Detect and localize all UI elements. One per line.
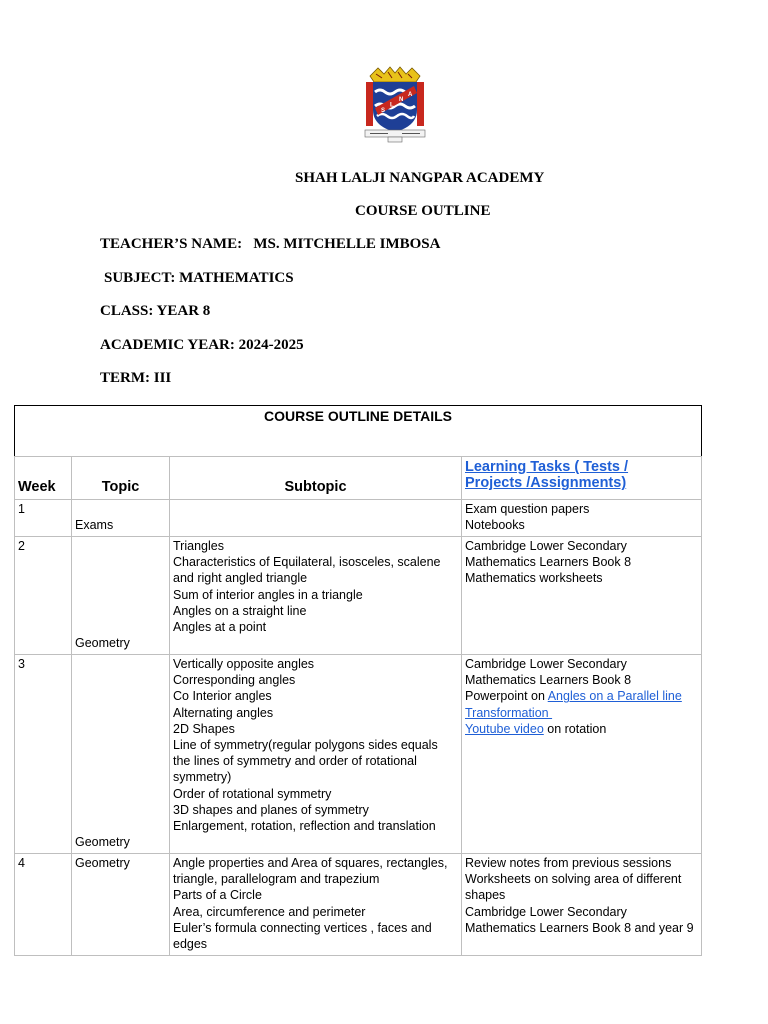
table-title: COURSE OUTLINE DETAILS bbox=[15, 406, 702, 457]
subtopic-item: Triangles bbox=[173, 539, 224, 553]
table-row bbox=[15, 500, 702, 537]
table-row bbox=[15, 854, 702, 956]
subtopic-item: Area, circumference and perimeter bbox=[173, 904, 366, 919]
row-tasks bbox=[462, 655, 702, 854]
row-topic bbox=[72, 854, 170, 956]
row-topic-text: Exams bbox=[75, 517, 114, 532]
subject-line: SUBJECT: MATHEMATICS bbox=[104, 270, 294, 286]
header-learning-tasks[interactable] bbox=[462, 457, 702, 500]
task-item: Mathematics worksheets bbox=[465, 571, 603, 586]
row-topic bbox=[72, 655, 170, 854]
task-item: Notebooks bbox=[465, 518, 525, 533]
youtube-link[interactable]: Youtube video bbox=[465, 721, 544, 736]
powerpoint-link[interactable]: Angles on a Parallel line bbox=[547, 689, 682, 704]
term-line: TERM: III bbox=[100, 370, 172, 386]
row-tasks bbox=[462, 537, 702, 655]
row-week: 3 bbox=[15, 655, 72, 854]
row-tasks bbox=[462, 854, 702, 956]
header-week: Week bbox=[15, 457, 72, 500]
transformation-link[interactable]: Transformation bbox=[465, 705, 553, 720]
subtopic-item: Parts of a Circle bbox=[173, 888, 262, 903]
school-crest-logo bbox=[364, 66, 426, 144]
row-week: 4 bbox=[15, 854, 72, 956]
row-topic-text: Geometry bbox=[75, 834, 130, 849]
subtopic-item: Enlargement, rotation, reflection and translation bbox=[173, 819, 436, 834]
table-title-row bbox=[15, 406, 702, 457]
table-header-row bbox=[15, 457, 702, 500]
academic-year-line: ACADEMIC YEAR: 2024-2025 bbox=[100, 337, 304, 353]
row-subtopic bbox=[170, 537, 462, 655]
row-subtopic bbox=[170, 500, 462, 537]
subtopic-item: Characteristics of Equilateral, isosceles, scalene and right angled triangle bbox=[173, 555, 441, 586]
row-week: 1 bbox=[15, 500, 72, 537]
crest-letter-s: S bbox=[381, 108, 386, 114]
row-tasks bbox=[462, 500, 702, 537]
task-item-youtube bbox=[465, 721, 698, 737]
header-subtopic: Subtopic bbox=[170, 457, 462, 500]
task-item: Review notes from previous sessions bbox=[465, 856, 672, 870]
row-topic-text: Geometry bbox=[75, 635, 130, 650]
school-name: SHAH LALJI NANGPAR ACADEMY bbox=[295, 170, 545, 186]
row-subtopic bbox=[170, 655, 462, 854]
subtopic-item: 2D Shapes bbox=[173, 721, 235, 736]
subtopic-item: Alternating angles bbox=[173, 705, 274, 720]
table-row bbox=[15, 655, 702, 854]
subtopic-item: Sum of interior angles in a triangle bbox=[173, 587, 363, 602]
youtube-suffix: on rotation bbox=[543, 721, 607, 736]
subtopic-item: Order of rotational symmetry bbox=[173, 786, 332, 801]
crest-letter-n: N bbox=[399, 97, 404, 103]
row-topic bbox=[72, 537, 170, 655]
row-subtopic bbox=[170, 854, 462, 956]
crest-letter-l: L bbox=[390, 102, 394, 109]
row-week: 2 bbox=[15, 537, 72, 655]
header-topic: Topic bbox=[72, 457, 170, 500]
powerpoint-prefix: Powerpoint on bbox=[465, 689, 548, 704]
task-item: Exam question papers bbox=[465, 502, 590, 516]
subtopic-item: Angles at a point bbox=[173, 620, 267, 635]
task-item: Cambridge Lower Secondary Mathematics Learners Book 8 and year 9 bbox=[465, 904, 694, 935]
subtopic-item: Euler’s formula connecting vertices , faces and edges bbox=[173, 920, 432, 952]
document-title: COURSE OUTLINE bbox=[355, 203, 491, 219]
class-line: CLASS: YEAR 8 bbox=[100, 303, 211, 319]
task-item: Cambridge Lower Secondary Mathematics Learners Book 8 bbox=[465, 539, 632, 570]
subtopic-item: Co Interior angles bbox=[173, 689, 272, 704]
task-item-powerpoint bbox=[465, 688, 698, 704]
task-item: Worksheets on solving area of different shapes bbox=[465, 872, 682, 903]
task-item: Cambridge Lower Secondary Mathematics Learners Book 8 bbox=[465, 657, 632, 688]
header-learning-tasks-line1[interactable]: Learning Tasks ( Tests / bbox=[465, 459, 629, 475]
subtopic-item: Angle properties and Area of squares, rectangles, triangle, parallelogram and trapezium bbox=[173, 856, 448, 887]
subtopic-item: Angles on a straight line bbox=[173, 603, 307, 618]
row-topic bbox=[72, 500, 170, 537]
subtopic-item: Line of symmetry(regular polygons sides equals the lines of symmetry and order of rotational symmetry) bbox=[173, 738, 438, 785]
header-learning-tasks-line2[interactable]: Projects /Assignments) bbox=[465, 475, 627, 492]
subtopic-item: Corresponding angles bbox=[173, 673, 296, 688]
table-row bbox=[15, 537, 702, 655]
crest-letter-a: A bbox=[408, 92, 413, 98]
subtopic-item: 3D shapes and planes of symmetry bbox=[173, 802, 369, 817]
row-topic-text: Geometry bbox=[75, 856, 130, 870]
teacher-name: TEACHER’S NAME: MS. MITCHELLE IMBOSA bbox=[100, 236, 441, 252]
subtopic-item: Vertically opposite angles bbox=[173, 657, 315, 671]
course-outline-table bbox=[14, 405, 702, 956]
